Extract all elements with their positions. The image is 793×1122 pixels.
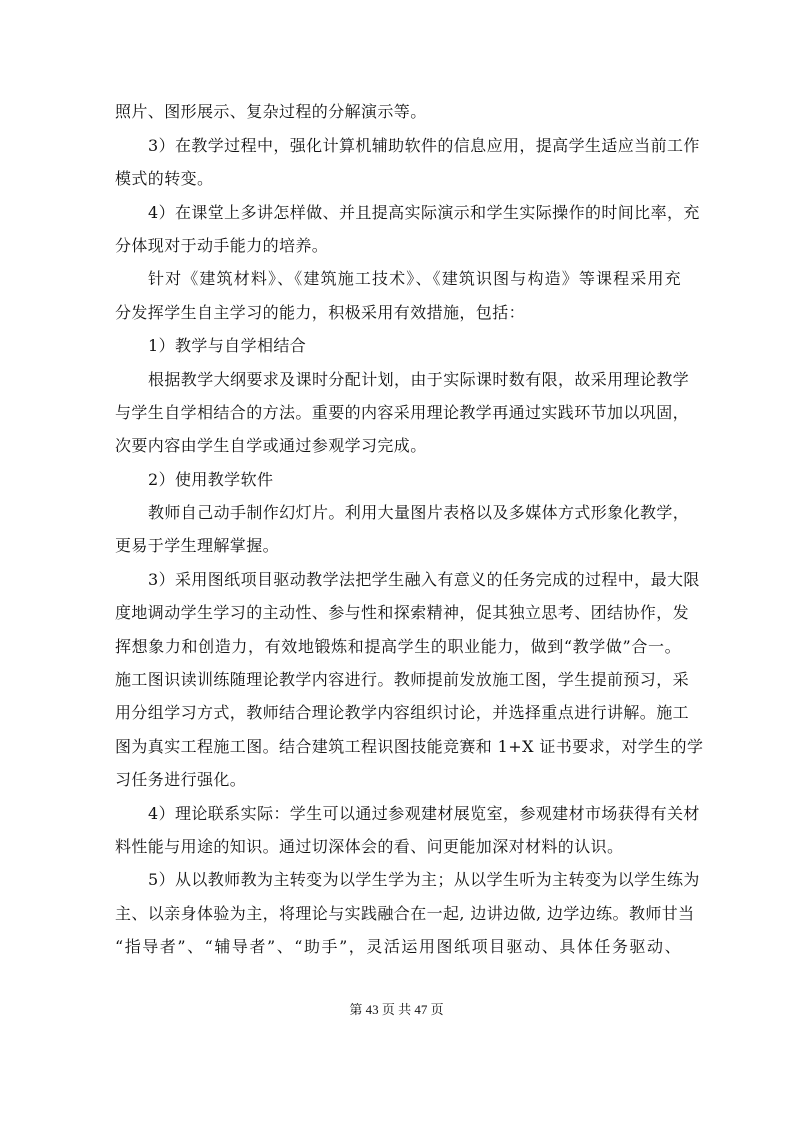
body-text-line: 用分组学习方式，教师结合理论教学内容组织讨论，并选择重点进行讲解。施工 [115, 703, 690, 722]
body-text-line: 1）教学与自学相结合 [148, 336, 307, 355]
body-text-line: 挥想象力和创造力，有效地锻炼和提高学生的职业能力，做到“教学做”合一。 [115, 637, 681, 656]
body-text-line: 料性能与用途的知识。通过切深体会的看、问更能加深对材料的认识。 [115, 837, 624, 856]
body-text-line: 更易于学生理解掌握。 [115, 536, 280, 555]
body-text-line: 针对《建筑材料》、《建筑施工技术》、《建筑识图与构造》等课程采用充 [148, 269, 681, 288]
body-text-line: 照片、图形展示、复杂过程的分解演示等。 [115, 102, 427, 121]
body-text-line: 教师自己动手制作幻灯片。利用大量图片表格以及多媒体方式形象化教学， [148, 503, 690, 522]
body-text-line: 根据教学大纲要求及课时分配计划，由于实际课时数有限，故采用理论教学 [148, 370, 690, 389]
body-text-line: 5）从以教师教为主转变为以学生学为主；从以学生听为主转变为以学生练为 [148, 870, 700, 889]
body-text-line: 习任务进行强化。 [115, 770, 247, 789]
body-text-line: 分发挥学生自主学习的能力，积极采用有效措施，包括： [115, 303, 526, 322]
body-text-line: 与学生自学相结合的方法。重要的内容采用理论教学再通过实践环节加以巩固， [115, 403, 690, 422]
body-text-line: 4）理论联系实际：学生可以通过参观建材展览室，参观建材市场获得有关材 [148, 804, 700, 823]
body-text-line: 4）在课堂上多讲怎样做、并且提高实际演示和学生实际操作的时间比率，充 [148, 203, 700, 222]
body-text-line: 3）采用图纸项目驱动教学法把学生融入有意义的任务完成的过程中，最大限 [148, 570, 700, 589]
body-text-line: 模式的转变。 [115, 169, 214, 188]
body-text-line: 分体现对于动手能力的培养。 [115, 236, 329, 255]
page-number: 第 43 页 共 47 页 [349, 1002, 444, 1017]
body-text-line: “指导者”、“辅导者”、“助手”，灵活运用图纸项目驱动、具体任务驱动、 [115, 937, 681, 956]
body-text-line: 施工图识读训练随理论教学内容进行。教师提前发放施工图，学生提前预习，采 [115, 670, 690, 689]
body-text-line: 度地调动学生学习的主动性、参与性和探索精神，促其独立思考、团结协作，发 [115, 603, 690, 622]
body-text-line: 2）使用教学软件 [148, 470, 274, 489]
body-text-line: 次要内容由学生自学或通过参观学习完成。 [115, 436, 427, 455]
body-text-line: 主、以亲身体验为主，将理论与实践融合在一起, 边讲边做, 边学边练。教师甘当 [115, 904, 695, 923]
body-text-line: 图为真实工程施工图。结合建筑工程识图技能竞赛和 1+X 证书要求，对学生的学 [115, 737, 704, 756]
page-footer [0, 1002, 793, 1018]
body-text-line: 3）在教学过程中，强化计算机辅助软件的信息应用，提高学生适应当前工作 [148, 136, 700, 155]
